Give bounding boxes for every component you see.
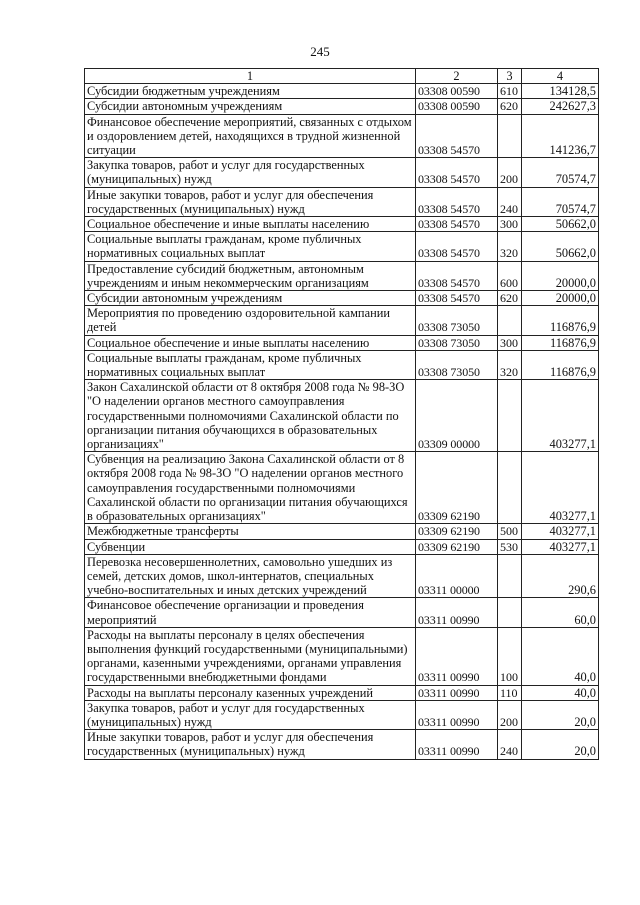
row-description: Иные закупки товаров, работ и услуг для обеспечения государственных (муниципальных) нужд bbox=[85, 187, 416, 216]
row-amount: 116876,9 bbox=[522, 335, 599, 350]
row-code: 03308 54570 bbox=[416, 232, 498, 261]
row-amount: 403277,1 bbox=[522, 452, 599, 524]
row-code: 03308 73050 bbox=[416, 350, 498, 379]
row-code: 03308 00590 bbox=[416, 84, 498, 99]
row-description: Закон Сахалинской области от 8 октября 2008 года № 98-ЗО "О наделении органов местного самоуправления государственными полномочиями Сахалинской области по организации питания обучающихся в образовательных организациях" bbox=[85, 380, 416, 452]
row-description: Закупка товаров, работ и услуг для государственных (муниципальных) нужд bbox=[85, 158, 416, 187]
table-row bbox=[85, 539, 599, 554]
table-row bbox=[85, 99, 599, 114]
row-amount: 50662,0 bbox=[522, 232, 599, 261]
table-row bbox=[85, 291, 599, 306]
table-row bbox=[85, 700, 599, 729]
row-code: 03309 62190 bbox=[416, 524, 498, 539]
row-description: Социальные выплаты гражданам, кроме публичных нормативных социальных выплат bbox=[85, 232, 416, 261]
header-col-4: 4 bbox=[522, 69, 599, 84]
row-amount: 141236,7 bbox=[522, 114, 599, 158]
table-row bbox=[85, 114, 599, 158]
table-row bbox=[85, 217, 599, 232]
table-row bbox=[85, 232, 599, 261]
row-amount: 403277,1 bbox=[522, 524, 599, 539]
row-expense-type: 110 bbox=[498, 685, 522, 700]
row-description: Субсидии бюджетным учреждениям bbox=[85, 84, 416, 99]
row-expense-type bbox=[498, 306, 522, 335]
row-code: 03308 73050 bbox=[416, 335, 498, 350]
row-code: 03311 00990 bbox=[416, 700, 498, 729]
row-expense-type: 620 bbox=[498, 99, 522, 114]
row-code: 03308 54570 bbox=[416, 114, 498, 158]
row-amount: 403277,1 bbox=[522, 380, 599, 452]
row-amount: 20,0 bbox=[522, 730, 599, 759]
row-code: 03311 00990 bbox=[416, 730, 498, 759]
row-description: Социальное обеспечение и иные выплаты населению bbox=[85, 217, 416, 232]
row-expense-type: 320 bbox=[498, 350, 522, 379]
row-description: Закупка товаров, работ и услуг для государственных (муниципальных) нужд bbox=[85, 700, 416, 729]
table-row bbox=[85, 380, 599, 452]
budget-table-body bbox=[85, 69, 599, 760]
row-description: Расходы на выплаты персоналу в целях обеспечения выполнения функций государственными (муниципальными) органами, казенными учреждениями, органами управления государственными внебюджетными фондами bbox=[85, 627, 416, 685]
row-amount: 20000,0 bbox=[522, 291, 599, 306]
table-row bbox=[85, 306, 599, 335]
row-amount: 70574,7 bbox=[522, 158, 599, 187]
row-expense-type: 530 bbox=[498, 539, 522, 554]
row-description: Социальные выплаты гражданам, кроме публичных нормативных социальных выплат bbox=[85, 350, 416, 379]
header-col-2: 2 bbox=[416, 69, 498, 84]
table-row bbox=[85, 598, 599, 627]
row-description: Субсидии автономным учреждениям bbox=[85, 99, 416, 114]
row-expense-type bbox=[498, 452, 522, 524]
row-code: 03311 00000 bbox=[416, 554, 498, 598]
row-expense-type bbox=[498, 380, 522, 452]
row-amount: 242627,3 bbox=[522, 99, 599, 114]
row-code: 03311 00990 bbox=[416, 685, 498, 700]
table-row bbox=[85, 187, 599, 216]
table-row bbox=[85, 335, 599, 350]
table-row bbox=[85, 524, 599, 539]
row-expense-type: 240 bbox=[498, 187, 522, 216]
row-description: Финансовое обеспечение организации и проведения мероприятий bbox=[85, 598, 416, 627]
row-expense-type: 300 bbox=[498, 335, 522, 350]
row-expense-type: 610 bbox=[498, 84, 522, 99]
row-code: 03309 62190 bbox=[416, 452, 498, 524]
row-expense-type: 500 bbox=[498, 524, 522, 539]
row-amount: 20,0 bbox=[522, 700, 599, 729]
row-description: Субвенция на реализацию Закона Сахалинской области от 8 октября 2008 года № 98-ЗО "О наделении органов местного самоуправления государственными полномочиями Сахалинской области по организации питания обучающихся в образовательных организациях" bbox=[85, 452, 416, 524]
row-expense-type bbox=[498, 554, 522, 598]
row-amount: 403277,1 bbox=[522, 539, 599, 554]
row-code: 03308 54570 bbox=[416, 158, 498, 187]
row-description: Иные закупки товаров, работ и услуг для обеспечения государственных (муниципальных) нужд bbox=[85, 730, 416, 759]
table-row bbox=[85, 452, 599, 524]
row-amount: 60,0 bbox=[522, 598, 599, 627]
table-row bbox=[85, 158, 599, 187]
row-code: 03308 54570 bbox=[416, 291, 498, 306]
row-expense-type bbox=[498, 114, 522, 158]
row-expense-type: 200 bbox=[498, 158, 522, 187]
table-header-row bbox=[85, 69, 599, 84]
row-expense-type: 320 bbox=[498, 232, 522, 261]
row-description: Перевозка несовершеннолетних, самовольно ушедших из семей, детских домов, школ-интернатов, специальных учебно-воспитательных и иных детских учреждений bbox=[85, 554, 416, 598]
row-code: 03311 00990 bbox=[416, 598, 498, 627]
row-amount: 116876,9 bbox=[522, 306, 599, 335]
row-expense-type: 100 bbox=[498, 627, 522, 685]
row-expense-type: 240 bbox=[498, 730, 522, 759]
row-code: 03311 00990 bbox=[416, 627, 498, 685]
row-code: 03308 54570 bbox=[416, 261, 498, 290]
row-description: Субсидии автономным учреждениям bbox=[85, 291, 416, 306]
row-expense-type: 300 bbox=[498, 217, 522, 232]
table-row bbox=[85, 84, 599, 99]
table-row bbox=[85, 261, 599, 290]
row-code: 03309 00000 bbox=[416, 380, 498, 452]
row-expense-type: 200 bbox=[498, 700, 522, 729]
row-expense-type: 620 bbox=[498, 291, 522, 306]
row-amount: 134128,5 bbox=[522, 84, 599, 99]
row-description: Предоставление субсидий бюджетным, автономным учреждениям и иным некоммерческим организациям bbox=[85, 261, 416, 290]
row-expense-type bbox=[498, 598, 522, 627]
row-description: Расходы на выплаты персоналу казенных учреждений bbox=[85, 685, 416, 700]
page-number: 245 bbox=[310, 44, 330, 59]
row-description: Субвенции bbox=[85, 539, 416, 554]
header-col-1: 1 bbox=[85, 69, 416, 84]
row-description: Финансовое обеспечение мероприятий, связанных с отдыхом и оздоровлением детей, находящихся в трудной жизненной ситуации bbox=[85, 114, 416, 158]
row-amount: 50662,0 bbox=[522, 217, 599, 232]
table-row bbox=[85, 685, 599, 700]
row-amount: 116876,9 bbox=[522, 350, 599, 379]
row-amount: 40,0 bbox=[522, 627, 599, 685]
row-description: Мероприятия по проведению оздоровительной кампании детей bbox=[85, 306, 416, 335]
row-amount: 70574,7 bbox=[522, 187, 599, 216]
row-amount: 20000,0 bbox=[522, 261, 599, 290]
row-code: 03308 54570 bbox=[416, 187, 498, 216]
row-description: Социальное обеспечение и иные выплаты населению bbox=[85, 335, 416, 350]
row-amount: 290,6 bbox=[522, 554, 599, 598]
row-code: 03309 62190 bbox=[416, 539, 498, 554]
row-code: 03308 00590 bbox=[416, 99, 498, 114]
table-row bbox=[85, 350, 599, 379]
budget-table bbox=[84, 68, 599, 760]
table-row bbox=[85, 627, 599, 685]
row-code: 03308 54570 bbox=[416, 217, 498, 232]
row-description: Межбюджетные трансферты bbox=[85, 524, 416, 539]
row-expense-type: 600 bbox=[498, 261, 522, 290]
table-row bbox=[85, 730, 599, 759]
row-amount: 40,0 bbox=[522, 685, 599, 700]
table-row bbox=[85, 554, 599, 598]
row-code: 03308 73050 bbox=[416, 306, 498, 335]
header-col-3: 3 bbox=[498, 69, 522, 84]
